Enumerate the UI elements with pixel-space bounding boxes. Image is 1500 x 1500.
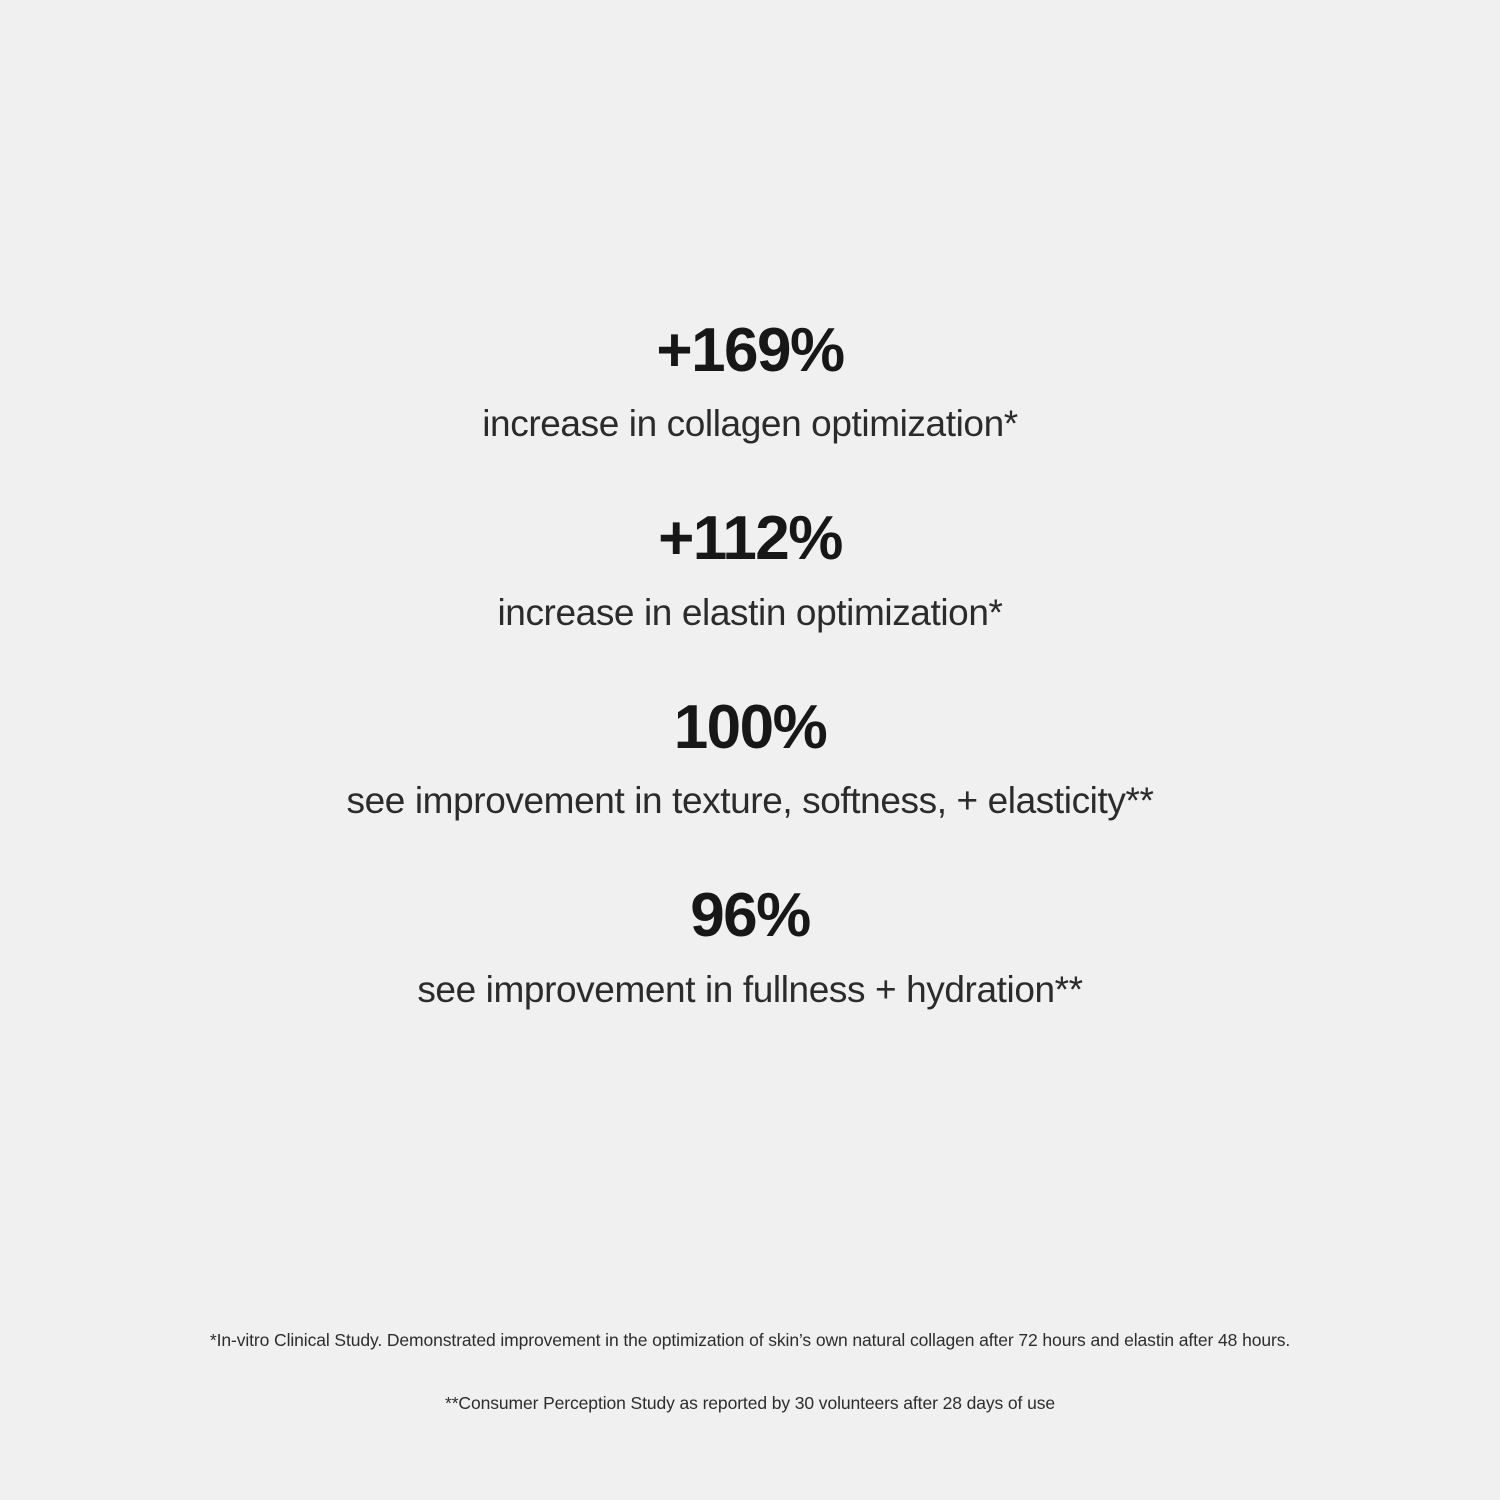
stat-item xyxy=(0,318,1500,446)
stat-item xyxy=(0,883,1500,1011)
stat-label: increase in elastin optimization* xyxy=(497,591,1003,633)
stat-value: 96% xyxy=(690,881,810,951)
stat-value: +112% xyxy=(658,504,842,574)
stat-item xyxy=(0,506,1500,634)
footnote-clinical-study: *In-vitro Clinical Study. Demonstrated improvement in the optimization of skin’s own natural collagen after 72 hours and elastin after 48 hours. xyxy=(209,1330,1291,1350)
stat-label: increase in collagen optimization* xyxy=(482,403,1018,445)
stat-label: see improvement in texture, softness, + elasticity** xyxy=(346,780,1154,822)
stat-value: 100% xyxy=(673,692,827,762)
stat-item xyxy=(0,692,1500,823)
footnotes xyxy=(0,1328,1500,1415)
stats-list xyxy=(0,318,1500,1012)
stat-label: see improvement in fullness + hydration** xyxy=(417,968,1083,1010)
footnote-consumer-study: **Consumer Perception Study as reported by 30 volunteers after 28 days of use xyxy=(444,1392,1055,1413)
stat-value: +169% xyxy=(656,316,844,385)
